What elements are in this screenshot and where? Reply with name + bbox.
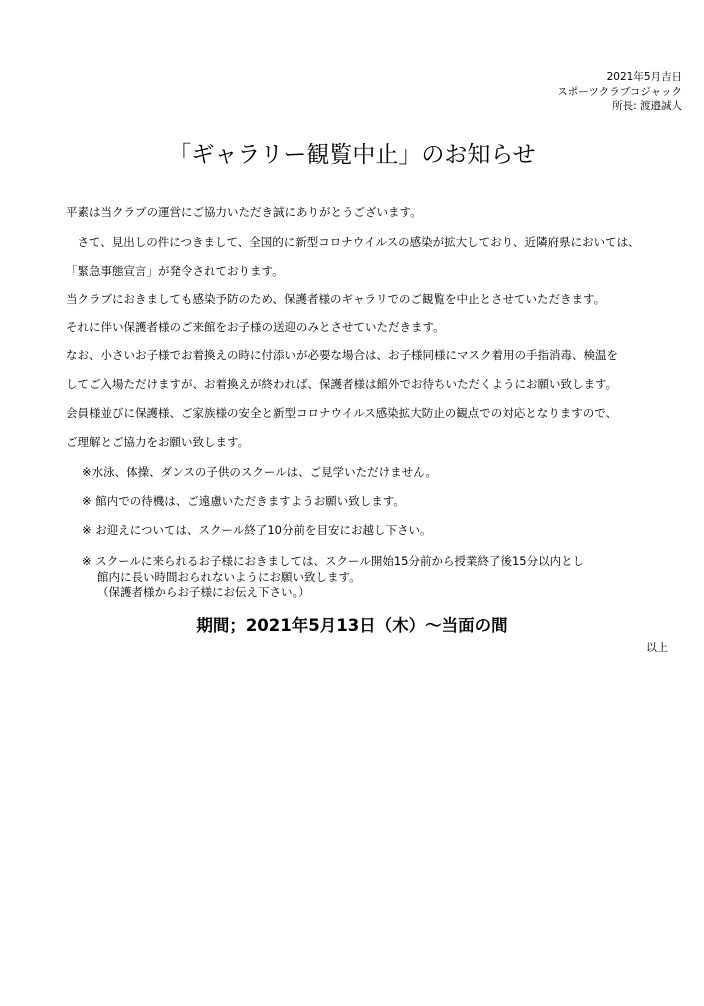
manager-name: 所長: 渡邉誠人 bbox=[612, 100, 682, 112]
body-line-6: なお、小さいお子様でお着換えの時に付添いが必要な場合は、お子様同様にマスク着用の手指消毒、検温を bbox=[66, 348, 618, 362]
note-line-1: ※水泳、体操、ダンスの子供のスクールは、ご見学いただけません。 bbox=[82, 465, 437, 479]
note-line-4: ※ スクールに来られるお子様におきましては、スクール開始15分前から授業終了後15分以内とし bbox=[82, 554, 585, 568]
body-line-9: ご理解とご協力をお願い致します。 bbox=[66, 435, 250, 449]
body-line-1: 平素は当クラブの運営にご協力いただき誠にありがとうございます。 bbox=[66, 205, 422, 219]
issue-date: 2021年5月吉日 bbox=[606, 71, 682, 83]
body-line-2: さて、見出しの件につきまして、全国的に新型コロナウイルスの感染が拡大しており、近隣府県においては、 bbox=[66, 235, 640, 249]
organization-name: スポーツクラブコジャック bbox=[557, 85, 682, 98]
notice-title: 「ギャラリー観覧中止」のお知らせ bbox=[168, 142, 536, 168]
body-line-8: 会員様並びに保護様、ご家族様の安全と新型コロナウイルス感染拡大防止の観点での対応となりますので、 bbox=[66, 406, 618, 420]
closing-mark: 以上 bbox=[646, 641, 668, 654]
body-line-3: 「緊急事態宣言」が発令されております。 bbox=[66, 264, 284, 278]
period-statement: 期間；2021年5月13日（木）～当面の間 bbox=[196, 616, 508, 635]
note-line-2: ※ 館内での待機は、ご遠慮いただきますようお願い致します。 bbox=[82, 494, 405, 508]
note-line-6: （保護者様からお子様にお伝え下さい。） bbox=[97, 585, 310, 599]
note-line-5: 館内に長い時間おられないようにお願い致します。 bbox=[97, 570, 361, 584]
body-line-7: してご入場ただけますが、お着換えが終われば、保護者様は館外でお待ちいただくようにお願い致します。 bbox=[66, 377, 618, 391]
document-header bbox=[557, 70, 682, 114]
note-line-3: ※ お迎えについては、スクール終了10分前を目安にお越し下さい。 bbox=[82, 523, 432, 537]
body-line-5: それに伴い保護者様のご来館をお子様の送迎のみとさせていただきます。 bbox=[66, 320, 445, 334]
body-line-4: 当クラブにおきましても感染予防のため、保護者様のギャラリでのご観覧を中止とさせていただきます。 bbox=[66, 292, 606, 306]
